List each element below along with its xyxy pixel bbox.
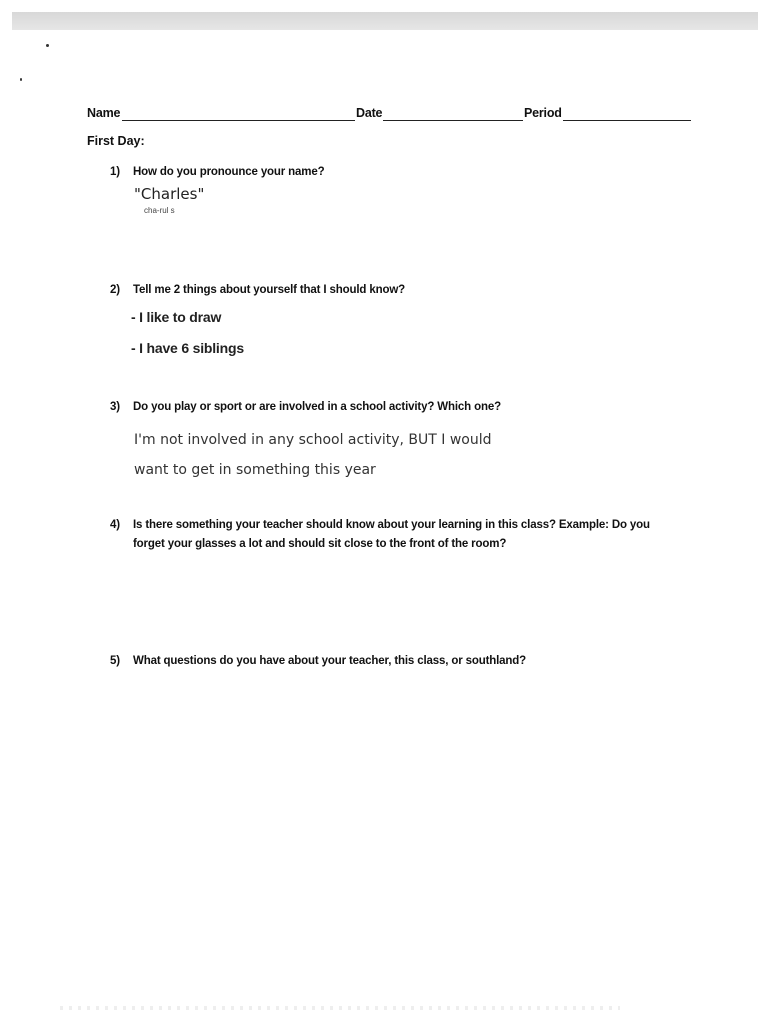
answer-1-name: "Charles" (134, 185, 205, 203)
question-2 (110, 281, 405, 300)
date-label: Date (356, 106, 383, 120)
question-number: 2) (110, 284, 120, 296)
question-text: What questions do you have about your teacher, this class, or southland? (133, 655, 527, 667)
scan-speck (20, 78, 22, 81)
question-text: How do you pronounce your name? (133, 166, 325, 178)
question-3 (110, 398, 501, 417)
answer-3-line-1: I'm not involved in any school activity, BUT I would (134, 432, 492, 448)
date-line (383, 120, 523, 121)
question-1 (110, 163, 325, 182)
answer-2-line-2: - I have 6 siblings (131, 340, 244, 356)
answer-1-phonetic: cha-rul s (144, 206, 175, 215)
question-text (133, 516, 650, 554)
scan-speck (46, 44, 49, 47)
question-text-line-2: forget your glasses a lot and should sit close to the front of the room? (133, 538, 507, 550)
period-line (563, 120, 691, 121)
question-text: Do you play or sport or are involved in a school activity? Which one? (133, 401, 501, 413)
name-label: Name (87, 106, 121, 120)
question-text-line-1: Is there something your teacher should know about your learning in this class? Example: Do you (133, 519, 650, 531)
period-label: Period (524, 106, 562, 120)
answer-2-line-1: - I like to draw (131, 309, 222, 325)
name-line (122, 120, 355, 121)
section-title: First Day: (87, 134, 145, 148)
question-number: 1) (110, 166, 120, 178)
question-text: Tell me 2 things about yourself that I should know? (133, 284, 405, 296)
question-4 (110, 516, 650, 554)
question-number: 5) (110, 655, 120, 667)
question-5 (110, 652, 526, 671)
header-row (87, 104, 692, 124)
scan-bottom-noise (60, 1006, 620, 1010)
scan-top-edge (12, 12, 758, 30)
question-number: 3) (110, 401, 120, 413)
answer-3-line-2: want to get in something this year (134, 462, 376, 478)
question-number: 4) (110, 519, 120, 531)
